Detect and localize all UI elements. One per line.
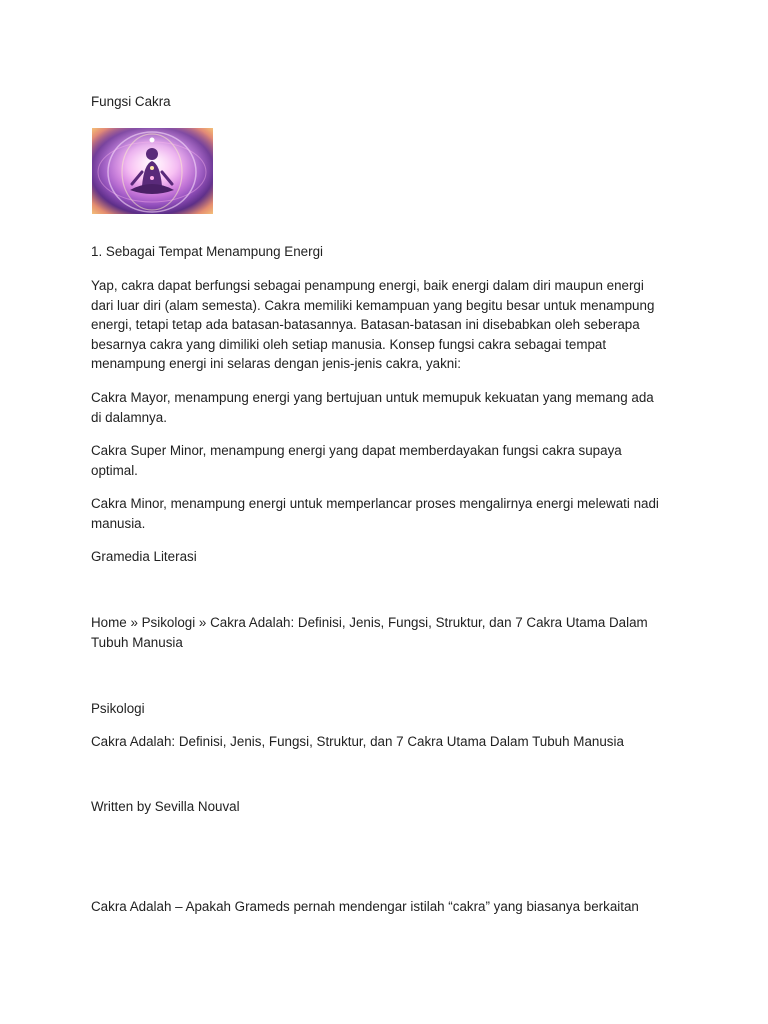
paragraph-cakra-mayor bbox=[91, 388, 681, 427]
paragraph-line: di dalamnya. bbox=[91, 409, 167, 425]
intro-paragraph: Cakra Adalah – Apakah Grameds pernah mendengar istilah “cakra” yang biasanya berkaitan bbox=[91, 899, 639, 914]
heading-fungsi-cakra: Fungsi Cakra bbox=[91, 94, 171, 109]
paragraph-line: energi, tetapi tetap ada batasan-batasannya. Batasan-batasan ini disebabkan oleh seberapa bbox=[91, 317, 640, 333]
paragraph-line: manusia. bbox=[91, 515, 146, 531]
paragraph-line: menampung energi ini selaras dengan jenis-jenis cakra, yakni: bbox=[91, 356, 461, 372]
paragraph-cakra-super-minor bbox=[91, 441, 681, 480]
breadcrumb bbox=[91, 613, 681, 652]
paragraph-line: optimal. bbox=[91, 462, 138, 478]
meditation-figure-icon bbox=[92, 128, 213, 214]
byline: Written by Sevilla Nouval bbox=[91, 799, 240, 814]
chakra-image bbox=[92, 128, 213, 214]
category-label: Psikologi bbox=[91, 701, 145, 716]
breadcrumb-line: Tubuh Manusia bbox=[91, 634, 183, 650]
paragraph-1 bbox=[91, 276, 681, 374]
paragraph-line: Cakra Super Minor, menampung energi yang dapat memberdayakan fungsi cakra supaya bbox=[91, 443, 622, 458]
paragraph-line: besarnya cakra yang dimiliki oleh setiap manusia. Konsep fungsi cakra sebagai tempat bbox=[91, 336, 607, 352]
paragraph-line: Yap, cakra dapat berfungsi sebagai penampung energi, baik energi dalam diri maupun energi bbox=[91, 278, 644, 293]
paragraph-line: Cakra Mayor, menampung energi yang bertujuan untuk memupuk kekuatan yang memang ada bbox=[91, 390, 654, 405]
site-name: Gramedia Literasi bbox=[91, 549, 197, 564]
breadcrumb-line: Home » Psikologi » Cakra Adalah: Definisi, Jenis, Fungsi, Struktur, dan 7 Cakra Utama Dalam bbox=[91, 615, 648, 630]
section-title: 1. Sebagai Tempat Menampung Energi bbox=[91, 244, 324, 259]
paragraph-cakra-minor bbox=[91, 494, 681, 533]
paragraph-line: dari luar diri (alam semesta). Cakra memiliki kemampuan yang begitu besar untuk menampung bbox=[91, 297, 655, 313]
article-title: Cakra Adalah: Definisi, Jenis, Fungsi, Struktur, dan 7 Cakra Utama Dalam Tubuh Manusia bbox=[91, 734, 624, 749]
paragraph-line: Cakra Minor, menampung energi untuk memperlancar proses mengalirnya energi melewati nadi bbox=[91, 496, 659, 511]
